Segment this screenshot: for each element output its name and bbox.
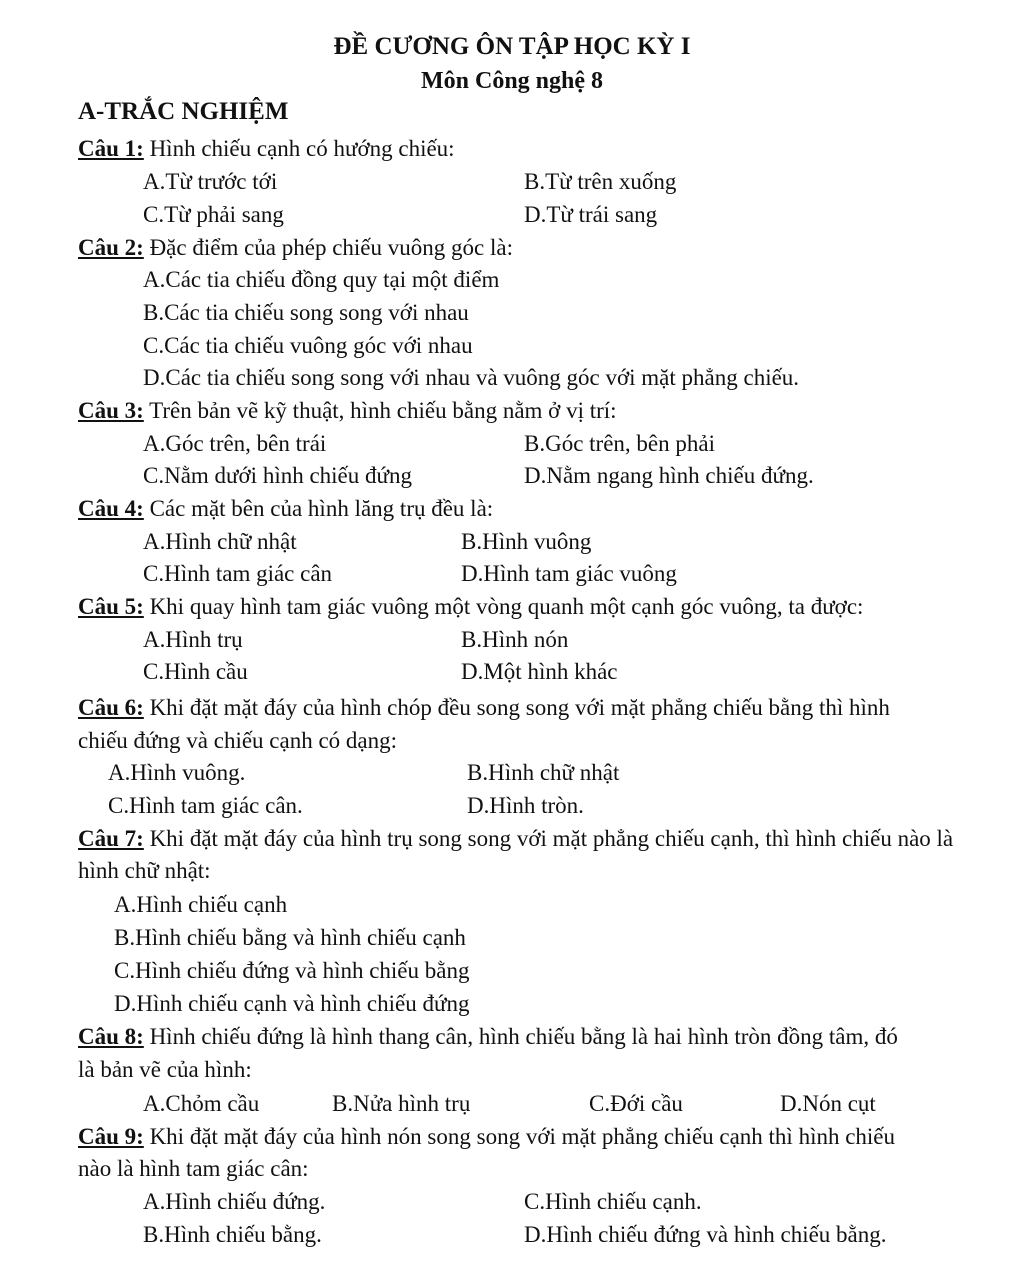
question-1 [78,135,455,163]
question-2 [78,234,513,262]
option-a: A.Hình trụ [143,627,243,652]
option-a: A.Các tia chiếu đồng quy tại một điểm [143,267,500,292]
question-text: Khi quay hình tam giác vuông một vòng quanh một cạnh góc vuông, ta được: [149,594,864,619]
question-label: Câu 9: [78,1124,144,1149]
option-c: C.Hình tam giác cân. [108,793,303,818]
question-text: Khi đặt mặt đáy của hình chóp đều song song với mặt phẳng chiếu bằng thì hình [149,695,890,720]
option-b: B.Các tia chiếu song song với nhau [143,300,469,325]
option-b: B.Hình chiếu bằng. [143,1222,322,1247]
option-b: B.Hình nón [461,627,569,652]
section-title: A-TRẮC NGHIỆM [78,98,289,125]
question-8 [78,1023,898,1051]
question-text: Đặc điểm của phép chiếu vuông góc là: [149,235,513,260]
option-a: A.Hình chữ nhật [143,529,297,554]
option-c: C.Nằm dưới hình chiếu đứng [143,463,412,488]
question-text: Trên bản vẽ kỹ thuật, hình chiếu bằng nằm ở vị trí: [149,398,617,423]
option-c: C.Đới cầu [589,1091,683,1116]
option-d: D.Nón cụt [780,1091,876,1116]
question-label: Câu 3: [78,398,144,423]
option-d: D.Các tia chiếu song song với nhau và vuông góc với mặt phẳng chiếu. [143,365,800,390]
question-5 [78,593,863,621]
option-a: A.Từ trước tới [143,169,278,194]
option-b: B.Nửa hình trụ [332,1091,471,1116]
option-d: D.Từ trái sang [524,202,658,227]
option-b: B.Góc trên, bên phải [524,431,715,456]
question-label: Câu 2: [78,235,144,260]
question-label: Câu 1: [78,136,144,161]
question-text-continued: chiếu đứng và chiếu cạnh có dạng: [78,728,398,753]
question-label: Câu 6: [78,695,144,720]
document-title: ĐỀ CƯƠNG ÔN TẬP HỌC KỲ I [333,33,691,60]
option-b: B.Hình vuông [461,529,592,554]
option-d: D.Một hình khác [461,659,618,684]
option-c: C.Hình chiếu cạnh. [524,1189,702,1214]
option-a: A.Hình vuông. [108,760,246,785]
document-subtitle: Môn Công nghệ 8 [420,68,604,94]
question-4 [78,495,493,523]
option-b: B.Từ trên xuống [524,169,677,194]
question-label: Câu 5: [78,594,144,619]
question-text: Hình chiếu cạnh có hướng chiếu: [149,136,455,161]
option-b: B.Hình chiếu bằng và hình chiếu cạnh [114,925,466,950]
question-text: Khi đặt mặt đáy của hình nón song song với mặt phẳng chiếu cạnh thì hình chiếu [149,1124,896,1149]
question-text-continued: là bản vẽ của hình: [78,1057,252,1082]
question-text: Khi đặt mặt đáy của hình trụ song song với mặt phẳng chiếu cạnh, thì hình chiếu nào là [149,826,954,851]
question-text-continued: nào là hình tam giác cân: [78,1156,309,1181]
option-a: A.Hình chiếu cạnh [114,892,288,917]
question-text: Các mặt bên của hình lăng trụ đều là: [149,496,494,521]
option-d: D.Hình tam giác vuông [461,561,677,586]
option-d: D.Hình tròn. [467,793,584,818]
option-a: A.Góc trên, bên trái [143,431,327,456]
question-text-continued: hình chữ nhật: [78,858,211,883]
option-a: A.Chỏm cầu [143,1091,260,1116]
option-d: D.Hình chiếu cạnh và hình chiếu đứng [114,991,470,1016]
question-label: Câu 4: [78,496,144,521]
question-9 [78,1123,895,1151]
option-d: D.Hình chiếu đứng và hình chiếu bằng. [524,1222,887,1247]
question-6 [78,694,890,722]
question-text: Hình chiếu đứng là hình thang cân, hình chiếu bằng là hai hình tròn đồng tâm, đó [149,1024,898,1049]
option-c: C.Từ phải sang [143,202,284,227]
option-c: C.Hình cầu [143,659,248,684]
question-label: Câu 8: [78,1024,144,1049]
question-7 [78,825,953,853]
option-c: C.Hình tam giác cân [143,561,333,586]
option-b: B.Hình chữ nhật [467,760,620,785]
option-c: C.Hình chiếu đứng và hình chiếu bằng [114,958,470,983]
option-c: C.Các tia chiếu vuông góc với nhau [143,333,473,358]
question-label: Câu 7: [78,826,144,851]
option-a: A.Hình chiếu đứng. [143,1189,326,1214]
question-3 [78,397,617,425]
option-d: D.Nằm ngang hình chiếu đứng. [524,463,814,488]
